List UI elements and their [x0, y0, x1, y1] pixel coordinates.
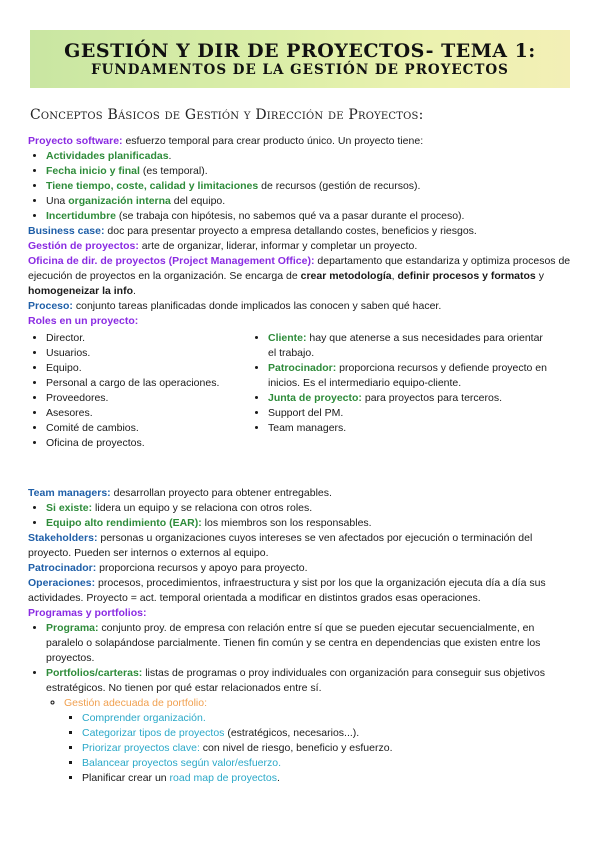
list-item: • Programa: conjunto proy. de empresa con relación entre sí que se pueden ejecutar secuencialmente, en paralelo o solapándose parcialmente. Tienen fin común y se centra en dependencias que existen entre los proyectos. [46, 621, 573, 666]
list-item: • Si existe: lidera un equipo y se relaciona con otros roles. [46, 501, 573, 516]
term-proyecto-software: Proyecto software: [28, 135, 123, 147]
list-item: ▪ Priorizar proyectos clave: con nivel de riesgo, beneficio y esfuerzo. [82, 741, 573, 756]
list-item: ▪ Balancear proyectos según valor/esfuerzo. [82, 756, 573, 771]
team-managers-list [28, 501, 573, 531]
programas-list [28, 621, 573, 786]
roles-right-column [250, 331, 550, 436]
concepts-block [28, 134, 573, 329]
list-item: • Support del PM. [268, 406, 550, 421]
team-managers-paragraph: Team managers: desarrollan proyecto para obtener entregables. [28, 487, 332, 499]
proceso-paragraph: Proceso: conjunto tareas planificadas donde implicados las conocen y saben qué hacer. [28, 300, 442, 312]
proyecto-software-paragraph: Proyecto software: esfuerzo temporal para crear producto único. Un proyecto tiene: [28, 135, 424, 147]
list-item: • Cliente: hay que atenerse a sus necesidades para orientar el trabajo. [268, 331, 550, 361]
title-banner [30, 30, 570, 88]
proyecto-features-list [28, 149, 573, 224]
list-item: • Usuarios. [46, 346, 248, 361]
patrocinador-paragraph: Patrocinador: proporciona recursos y apoyo para proyecto. [28, 562, 308, 574]
list-item: • Patrocinador: proporciona recursos y defiende proyecto en inicios. Es el intermediario equipo-cliente. [268, 361, 550, 391]
list-item: • Oficina de proyectos. [46, 436, 248, 451]
list-item: • Fecha inicio y final (es temporal). [46, 164, 573, 179]
list-item: • Comité de cambios. [46, 421, 248, 436]
list-item: • Personal a cargo de las operaciones. [46, 376, 248, 391]
list-item: • Equipo. [46, 361, 248, 376]
list-item: ▪ Categorizar tipos de proyectos (estratégicos, necesarios...). [82, 726, 573, 741]
list-item: • Director. [46, 331, 248, 346]
operaciones-paragraph: Operaciones: procesos, procedimientos, infraestructura y sist por los que la organización ejecuta día a día sus actividades. Proyecto = act. temporal orientada a modificar en distintos grados esas operaciones. [28, 577, 546, 604]
list-item: • Actividades planificadas. [46, 149, 573, 164]
list-item: • Junta de proyecto: para proyectos para terceros. [268, 391, 550, 406]
list-item: • Incertidumbre (se trabaja con hipótesis, no sabemos qué va a pasar durante el proceso). [46, 209, 573, 224]
list-item: • Una organización interna del equipo. [46, 194, 573, 209]
portfolio-steps-list [64, 711, 573, 786]
list-item: ◦ Gestión adecuada de portfolio: ▪ Comprender organización. ▪ Categorizar tipos de proyectos (estratégicos, necesarios...). ▪ Priorizar proyectos clave: con nivel de riesgo, beneficio y esfuerzo. ▪ Balancear proyectos según valor/esfuerzo. ▪ Planificar crear un road map de proyectos. [64, 696, 573, 786]
document-title: GESTIÓN Y DIR DE PROYECTOS- TEMA 1: [64, 40, 536, 62]
list-item: • Asesores. [46, 406, 248, 421]
business-case-paragraph: Business case: doc para presentar proyecto a empresa detallando costes, beneficios y riesgos. [28, 225, 477, 237]
gestion-paragraph: Gestión de proyectos: arte de organizar, liderar, informar y completar un proyecto. [28, 240, 418, 252]
list-item: ▪ Comprender organización. [82, 711, 573, 726]
list-item: • Proveedores. [46, 391, 248, 406]
roles-heading: Roles en un proyecto: [28, 315, 139, 327]
list-item: • Team managers. [268, 421, 550, 436]
roles-left-list [28, 331, 248, 451]
roles-left-column [28, 331, 248, 451]
programas-heading: Programas y portfolios: [28, 607, 147, 619]
list-item: ▪ Planificar crear un road map de proyectos. [82, 771, 573, 786]
section-title: Conceptos Básicos de Gestión y Dirección de Proyectos: [30, 107, 424, 123]
list-item: • Equipo alto rendimiento (EAR): los miembros son los responsables. [46, 516, 573, 531]
list-item: • Tiene tiempo, coste, calidad y limitaciones de recursos (gestión de recursos). [46, 179, 573, 194]
stakeholders-paragraph: Stakeholders: personas u organizaciones cuyos intereses se ven afectados por ejecución o terminación del proyecto. Pueden ser internos o externos al equipo. [28, 532, 533, 559]
pmo-paragraph: Oficina de dir. de proyectos (Project Management Office): departamento que estandariza y optimiza procesos de ejecución de proyectos en la organización. Se encarga de crear metodología, definir procesos y formatos y homogeneizar la info. [28, 255, 571, 297]
document-subtitle: FUNDAMENTOS DE LA GESTIÓN DE PROYECTOS [91, 62, 509, 78]
definitions-block [28, 486, 573, 786]
portfolio-sublist [46, 696, 573, 786]
roles-right-list [250, 331, 550, 436]
list-item: • Portfolios/carteras: listas de programas o proy individuales con organización para conseguir sus objetivos estratégicos. No tienen por qué estar relacionados entre sí. ◦ Gestión adecuada de portfolio: ▪ Comprender organización. ▪ Categorizar tipos de proyectos (estratégicos, necesarios...). ▪ Priorizar proyectos clave: con nivel de riesgo, beneficio y esfuerzo. ▪ Balancear proyectos según valor/esfuerzo. ▪ Planificar crear un road map de proyectos. [46, 666, 573, 786]
